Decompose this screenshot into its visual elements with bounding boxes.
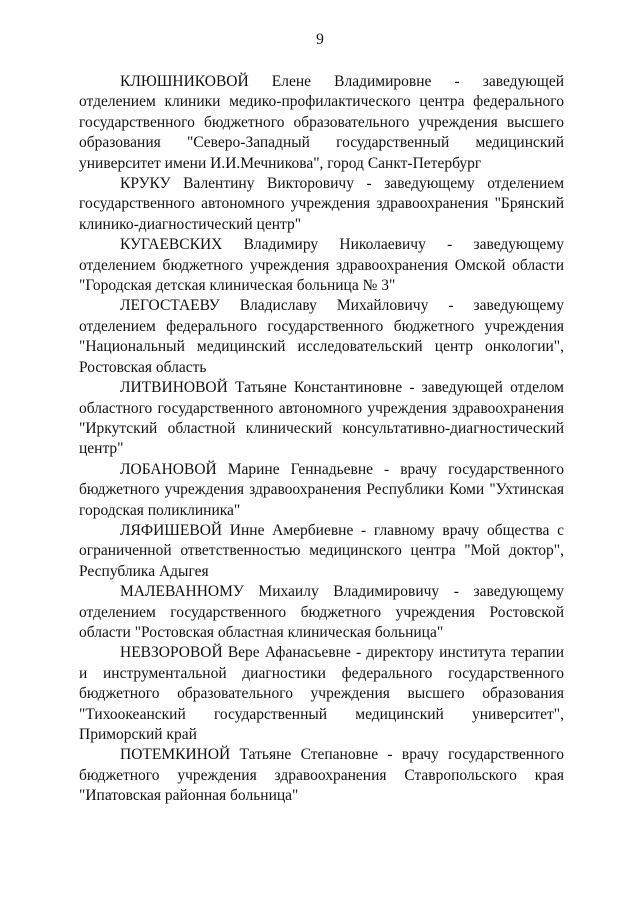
entry-klyushnikova: КЛЮШНИКОВОЙ Елене Владимировне - заведующей отделением клиники медико-профилактического центра федерального государственного бюджетного образовательного учреждения высшего образования "Северо-Западный государственный медицинский университет имени И.И.Мечникова", город Санкт-Петербург bbox=[79, 73, 564, 172]
entry-kugaevskikh: КУГАЕВСКИХ Владимиру Николаевичу - заведующему отделением бюджетного учреждения здравоохранения Омской области "Городская детская клиническая больница № 3" bbox=[79, 236, 564, 295]
entry-lyafisheva: ЛЯФИШЕВОЙ Инне Амербиевне - главному врачу общества с ограниченной ответственностью медицинского центра "Мой доктор", Республика Адыгея bbox=[79, 521, 564, 580]
entry-litvinova: ЛИТВИНОВОЙ Татьяне Константиновне - заведующей отделом областного государственного автономного учреждения здравоохранения "Иркутский областной клинический консультативно-диагностический центр" bbox=[79, 379, 564, 458]
entry-legostaev: ЛЕГОСТАЕВУ Владиславу Михайловичу - заведующему отделением федерального государственного бюджетного учреждения "Национальный медицинский исследовательский центр онкологии", Ростовская область bbox=[79, 297, 564, 376]
page-number: 9 bbox=[316, 31, 324, 48]
entry-potemkina: ПОТЕМКИНОЙ Татьяне Степановне - врачу государственного бюджетного учреждения здравоохранения Ставропольского края "Ипатовская районная больница" bbox=[79, 746, 564, 805]
entry-lobanova: ЛОБАНОВОЙ Марине Геннадьевне - врачу государственного бюджетного учреждения здравоохранения Республики Коми "Ухтинская городская поликлиника" bbox=[79, 460, 564, 519]
entry-malevanny: МАЛЕВАННОМУ Михаилу Владимировичу - заведующему отделением государственного бюджетного учреждения Ростовской области "Ростовская областная клиническая больница" bbox=[79, 583, 564, 641]
entry-kruk: КРУКУ Валентину Викторовичу - заведующему отделением государственного автономного учреждения здравоохранения "Брянский клинико-диагностический центр" bbox=[79, 175, 564, 233]
document-body bbox=[79, 72, 564, 807]
entry-nevzorova: НЕВЗОРОВОЙ Вере Афанасьевне - директору института терапии и инструментальной диагностики федерального государственного бюджетного образовательного учреждения высшего образования "Тихоокеанский государственный медицинский университет", Приморский край bbox=[79, 644, 564, 743]
